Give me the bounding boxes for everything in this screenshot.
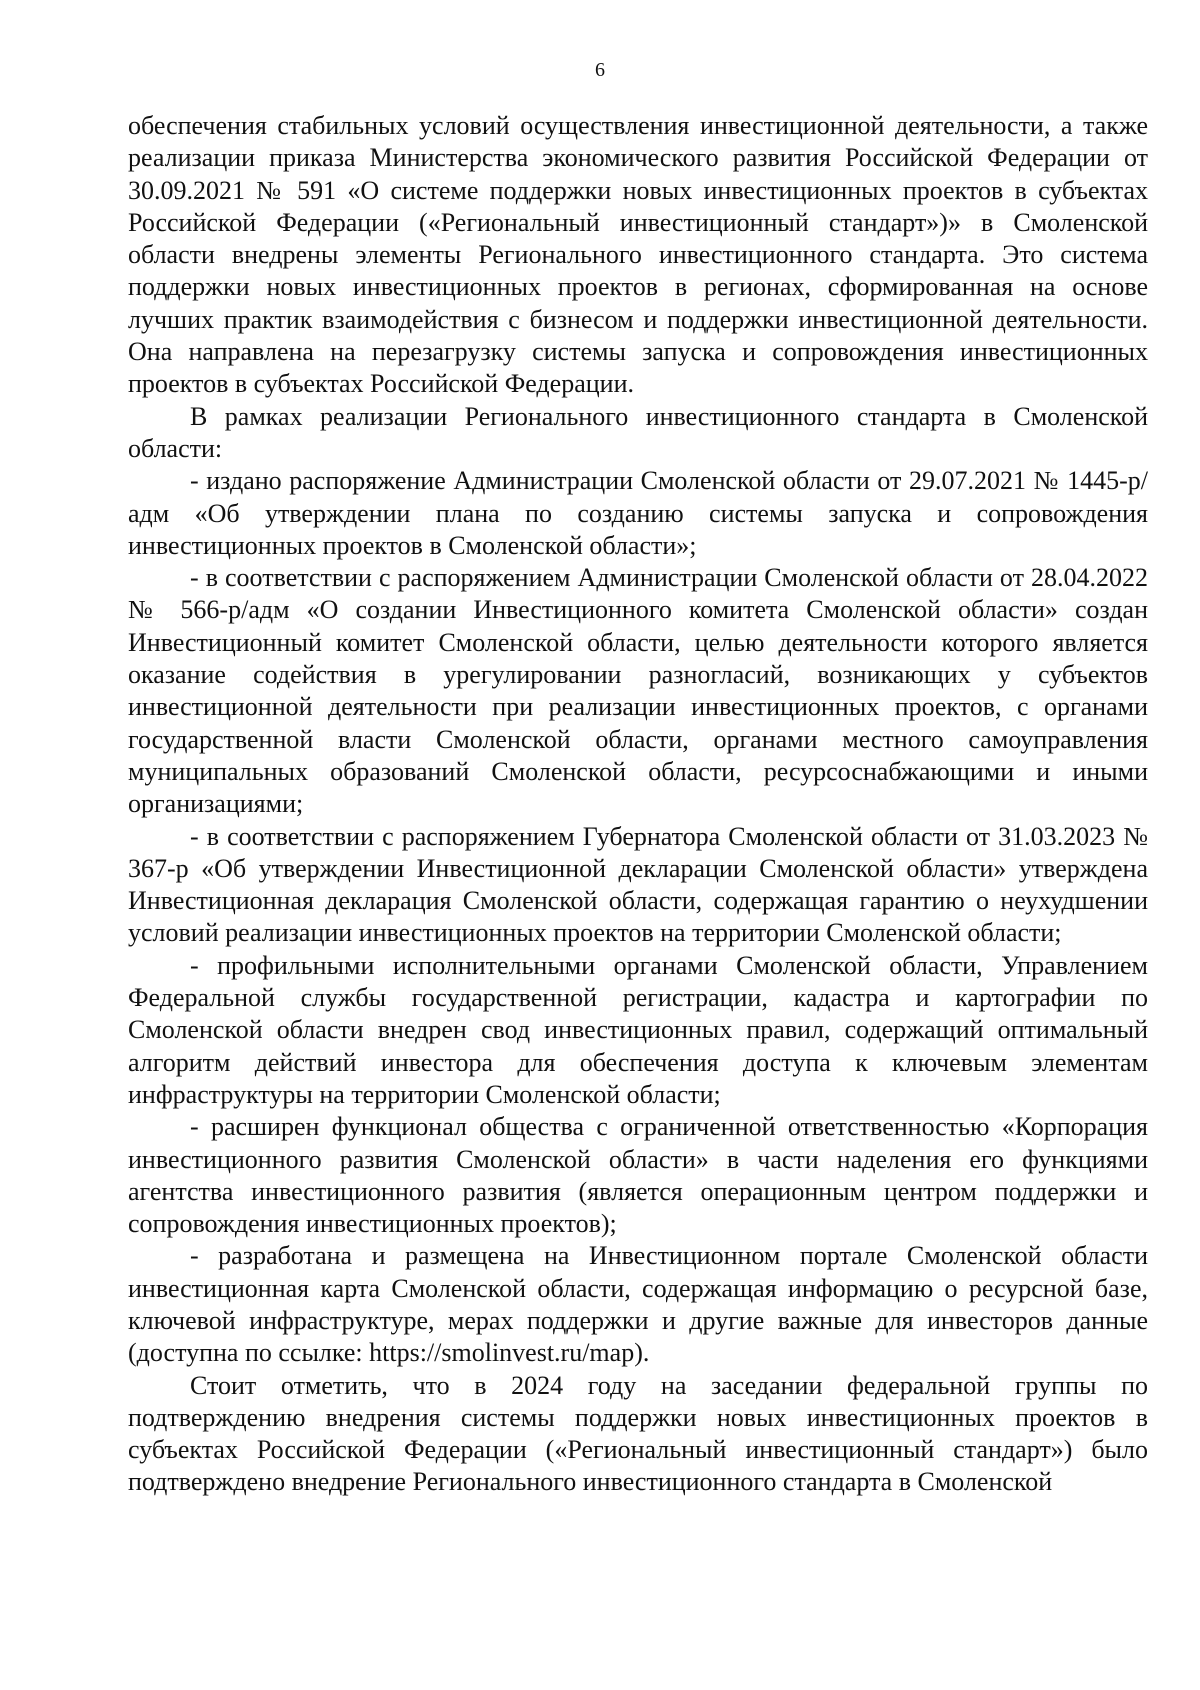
list-item: - в соответствии с распоряжением Губернатора Смоленской области от 31.03.2023 № 367-р «Об утверждении Инвестиционной декларации Смоленской области» утверждена Инвестиционная декларация Смоленской области, содержащая гарантию о неухудшении условий реализации инвестиционных проектов на территории Смоленской области; bbox=[128, 821, 1148, 948]
list-item: - профильными исполнительными органами Смоленской области, Управлением Федеральной службы государственной регистрации, кадастра и картографии по Смоленской области внедрен свод инвестиционных правил, содержащий оптимальный алгоритм действий инвестора для обеспечения доступа к ключевым элементам инфраструктуры на территории Смоленской области; bbox=[128, 950, 1148, 1109]
paragraph: обеспечения стабильных условий осуществления инвестиционной деятельности, а также реализации приказа Министерства экономического развития Российской Федерации от 30.09.2021 № 591 «О системе поддержки новых инвестиционных проектов в субъектах Российской Федерации («Региональный инвестиционный стандарт»)» в Смоленской области внедрены элементы Регионального инвестиционного стандарта. Это система поддержки новых инвестиционных проектов в регионах, сформированная на основе лучших практик взаимодействия с бизнесом и поддержки инвестиционной деятельности. Она направлена на перезагрузку системы запуска и сопровождения инвестиционных проектов в субъектах Российской Федерации. bbox=[128, 111, 1148, 399]
document-body bbox=[128, 110, 1148, 1499]
paragraph: Стоит отметить, что в 2024 году на заседании федеральной группы по подтверждению внедрения системы поддержки новых инвестиционных проектов в субъектах Российской Федерации («Региональный инвестиционный стандарт») было подтверждено внедрение Регионального инвестиционного стандарта в Смоленской bbox=[128, 1370, 1148, 1497]
paragraph: В рамках реализации Регионального инвестиционного стандарта в Смоленской области: bbox=[128, 401, 1148, 463]
list-item: - в соответствии с распоряжением Администрации Смоленской области от 28.04.2022 № 566-р/адм «О создании Инвестиционного комитета Смоленской области» создан Инвестиционный комитет Смоленской области, целью деятельности которого является оказание содействия в урегулировании разногласий, возникающих у субъектов инвестиционной деятельности при реализации инвестиционных проектов, с органами государственной власти Смоленской области, органами местного самоуправления муниципальных образований Смоленской области, ресурсоснабжающими и иными организациями; bbox=[128, 563, 1148, 819]
list-item: - издано распоряжение Администрации Смоленской области от 29.07.2021 № 1445-р/адм «Об утверждении плана по созданию системы запуска и сопровождения инвестиционных проектов в Смоленской области»; bbox=[128, 466, 1148, 560]
list-item: - разработана и размещена на Инвестиционном портале Смоленской области инвестиционная карта Смоленской области, содержащая информацию о ресурсной базе, ключевой инфраструктуре, мерах поддержки и другие важные для инвесторов данные (доступна по ссылке: https://smolinvest.ru/map). bbox=[128, 1241, 1148, 1368]
list-item: - расширен функционал общества с ограниченной ответственностью «Корпорация инвестиционного развития Смоленской области» в части наделения его функциями агентства инвестиционного развития (является операционным центром поддержки и сопровождения инвестиционных проектов); bbox=[128, 1112, 1148, 1239]
page-number: 6 bbox=[595, 59, 605, 81]
